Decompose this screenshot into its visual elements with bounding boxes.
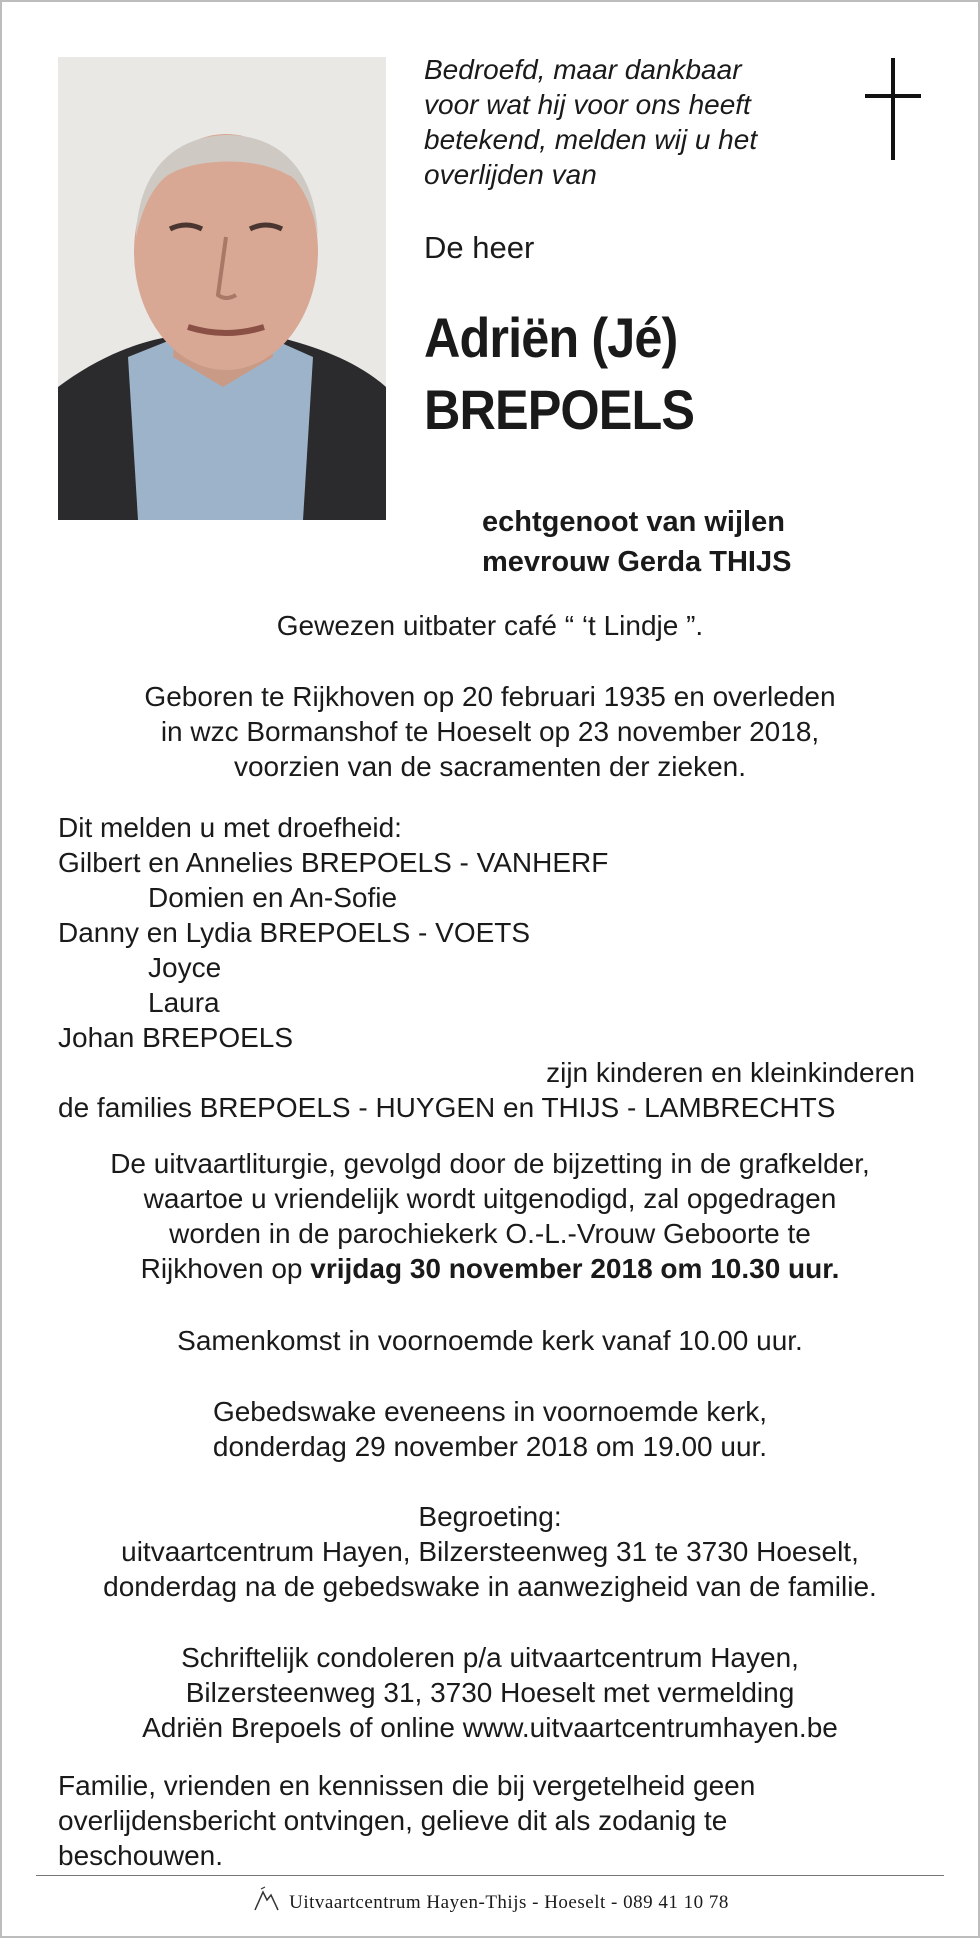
intro-line: Bedroefd, maar dankbaar (424, 54, 742, 85)
birth-death-line: Geboren te Rijkhoven op 20 februari 1935 en overleden (144, 681, 836, 712)
cross-icon (865, 58, 921, 160)
liturgy-line: worden in de parochiekerk O.-L.-Vrouw Geboorte te (169, 1218, 811, 1249)
family-member: Laura (148, 987, 220, 1018)
liturgy-date: vrijdag 30 november 2018 om 10.30 uur. (310, 1253, 840, 1284)
vigil-line: Gebedswake eveneens in voornoemde kerk, (212, 1396, 768, 1427)
family-member: Joyce (148, 952, 222, 983)
greeting-line: uitvaartcentrum Hayen, Bilzersteenweg 31 te 3730 Hoeselt, (121, 1536, 859, 1567)
greeting-info (40, 1499, 940, 1604)
deceased-name (424, 302, 694, 446)
gathering-text: Samenkomst in voornoemde kerk vanaf 10.00 uur. (177, 1325, 803, 1356)
spouse-line: mevrouw Gerda THIJS (482, 546, 792, 578)
greeting-line: donderdag na de gebedswake in aanwezigheid van de familie. (103, 1571, 877, 1602)
family-member: Gilbert en Annelies BREPOELS - VANHERF (58, 847, 609, 878)
vigil-info (40, 1394, 940, 1464)
condolence-line: Adriën Brepoels of online www.uitvaartcentrumhayen.be (142, 1712, 838, 1743)
condolence-info (40, 1640, 940, 1745)
family-relation: zijn kinderen en kleinkinderen (546, 1057, 915, 1088)
vigil-line: donderdag 29 november 2018 om 19.00 uur. (212, 1431, 768, 1462)
closing-line: beschouwen. (58, 1840, 224, 1871)
greeting-heading: Begroeting: (418, 1501, 562, 1532)
birth-death-line: in wzc Bormanshof te Hoeselt op 23 november 2018, (160, 716, 820, 747)
footer-divider (36, 1875, 944, 1876)
birth-death-line: voorzien van de sacramenten der zieken. (233, 751, 747, 782)
condolence-line: Bilzersteenweg 31, 3730 Hoeselt met vermelding (185, 1677, 795, 1708)
honorific: De heer (424, 230, 535, 265)
footer-text: Uitvaartcentrum Hayen-Thijs - Hoeselt - 089 41 10 78 (289, 1892, 729, 1913)
liturgy-info (40, 1146, 940, 1286)
gathering-info (40, 1323, 940, 1358)
liturgy-line: De uitvaartliturgie, gevolgd door de bijzetting in de grafkelder, (110, 1148, 870, 1179)
occupation-text: Gewezen uitbater café “ ‘t Lindje ”. (276, 610, 704, 641)
intro-text (424, 52, 757, 192)
intro-line: overlijden van (424, 159, 597, 190)
liturgy-line (40, 1251, 940, 1286)
family-member: Domien en An-Sofie (148, 882, 398, 913)
intro-line: betekend, melden wij u het (424, 124, 758, 155)
closing-line: Familie, vrienden en kennissen die bij vergetelheid geen (58, 1770, 756, 1801)
closing-text (58, 1768, 755, 1873)
extended-families: de families BREPOELS - HUYGEN en THIJS - LAMBRECHTS (58, 1092, 836, 1123)
liturgy-line: waartoe u vriendelijk wordt uitgenodigd, zal opgedragen (143, 1183, 837, 1214)
deceased-first-name: Adriën (Jé) (424, 306, 678, 369)
birth-death-info (40, 679, 940, 784)
family-member: Johan BREPOELS (58, 1022, 294, 1053)
footer (0, 1886, 980, 1914)
intro-line: voor wat hij voor ons heeft (424, 89, 751, 120)
spouse-line: echtgenoot van wijlen (482, 506, 785, 538)
portrait-photo (58, 57, 386, 520)
spouse-text (482, 502, 791, 582)
funeral-home-logo-icon (251, 1886, 281, 1912)
occupation (40, 608, 940, 643)
closing-line: overlijdensbericht ontvingen, gelieve dit als zodanig te (58, 1805, 728, 1836)
deceased-last-name: BREPOELS (424, 378, 695, 441)
condolence-line: Schriftelijk condoleren p/a uitvaartcentrum Hayen, (181, 1642, 799, 1673)
family-list (58, 810, 928, 1125)
liturgy-prefix: Rijkhoven op (140, 1253, 311, 1284)
family-heading: Dit melden u met droefheid: (58, 812, 402, 843)
family-member: Danny en Lydia BREPOELS - VOETS (58, 917, 531, 948)
